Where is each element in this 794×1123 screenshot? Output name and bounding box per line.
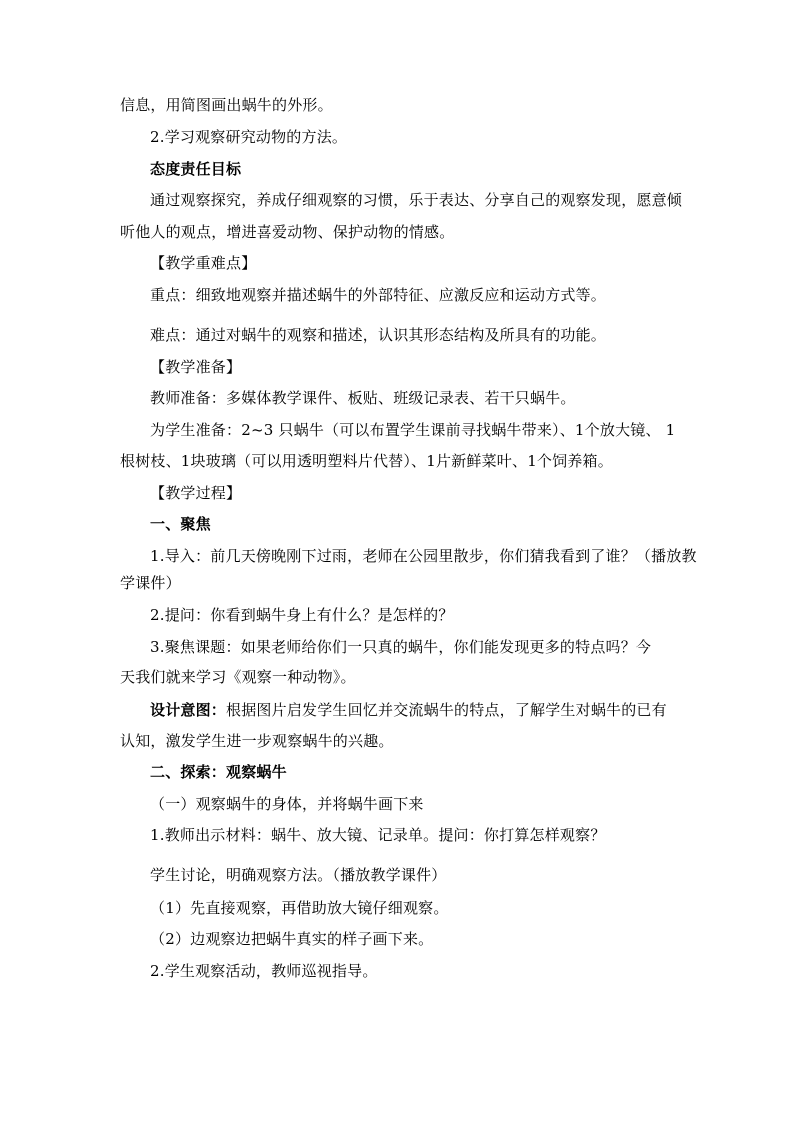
text-line-student-activity: 2.学生观察活动，教师巡视指导。 bbox=[150, 962, 378, 980]
text-line-method-objective: 2.学习观察研究动物的方法。 bbox=[150, 128, 348, 146]
text-design-intent: 根据图片启发学生回忆并交流蜗牛的特点，了解学生对蜗牛的已有 bbox=[226, 701, 667, 719]
heading-teaching-preparation: 【教学准备】 bbox=[150, 358, 242, 376]
text-line-key-point: 重点：细致地观察并描述蜗牛的外部特征、应激反应和运动方式等。 bbox=[150, 286, 607, 304]
list-item-observe-directly: （1）先直接观察，再借助放大镜仔细观察。 bbox=[150, 899, 449, 917]
text-line-student-preparation-1: 为学生准备：2~3 只蜗牛（可以布置学生课前寻找蜗牛带来）、1个放大镜、 1 bbox=[150, 421, 676, 439]
text-line-attitude-2: 听他人的观点，增进喜爱动物、保护动物的情感。 bbox=[120, 223, 455, 241]
heading-teaching-process: 【教学过程】 bbox=[150, 484, 242, 502]
heading-explore-snail: 二、探索：观察蜗牛 bbox=[150, 763, 287, 781]
text-line-student-preparation-2: 根树枝、1块玻璃（可以用透明塑料片代替）、1片新鲜菜叶、1个饲养箱。 bbox=[120, 452, 613, 470]
text-line-focus-topic-1: 3.聚焦课题：如果老师给你们一只真的蜗牛，你们能发现更多的特点吗？今 bbox=[150, 638, 652, 656]
text-line-introduction-2: 学课件） bbox=[120, 574, 181, 592]
text-line-introduction-1: 1.导入：前几天傍晚刚下过雨，老师在公园里散步，你们猜我看到了谁？（播放教 bbox=[150, 547, 697, 565]
text-line-focus-topic-2: 天我们就来学习《观察一种动物》。 bbox=[120, 668, 356, 686]
text-line-difficult-point: 难点：通过对蜗牛的观察和描述，认识其形态结构及所具有的功能。 bbox=[150, 326, 607, 344]
text-line-design-intent-2: 认知，激发学生进一步观察蜗牛的兴趣。 bbox=[120, 732, 394, 750]
heading-focus: 一、聚焦 bbox=[150, 515, 211, 533]
text-line-question: 2.提问：你看到蜗牛身上有什么？是怎样的？ bbox=[150, 606, 454, 624]
text-line-materials: 1.教师出示材料：蜗牛、放大镜、记录单。提问：你打算怎样观察？ bbox=[150, 826, 606, 844]
label-design-intent: 设计意图： bbox=[150, 701, 227, 719]
heading-attitude-objective: 态度责任目标 bbox=[150, 160, 242, 178]
text-line-student-discussion: 学生讨论，明确观察方法。（播放教学课件） bbox=[150, 866, 447, 884]
list-item-draw-snail: （2）边观察边把蜗牛真实的样子画下来。 bbox=[150, 930, 434, 948]
heading-key-difficult-points: 【教学重难点】 bbox=[150, 254, 257, 272]
text-line-attitude-1: 通过观察探究，养成仔细观察的习惯，乐于表达、分享自己的观察发现，愿意倾 bbox=[150, 191, 683, 209]
text-line-teacher-preparation: 教师准备：多媒体教学课件、板贴、班级记录表、若干只蜗牛。 bbox=[150, 389, 576, 407]
text-line-objective-continuation: 信息，用简图画出蜗牛的外形。 bbox=[120, 96, 333, 114]
text-line-design-intent-1 bbox=[150, 700, 674, 720]
subheading-observe-body: （一）观察蜗牛的身体，并将蜗牛画下来 bbox=[150, 795, 424, 813]
